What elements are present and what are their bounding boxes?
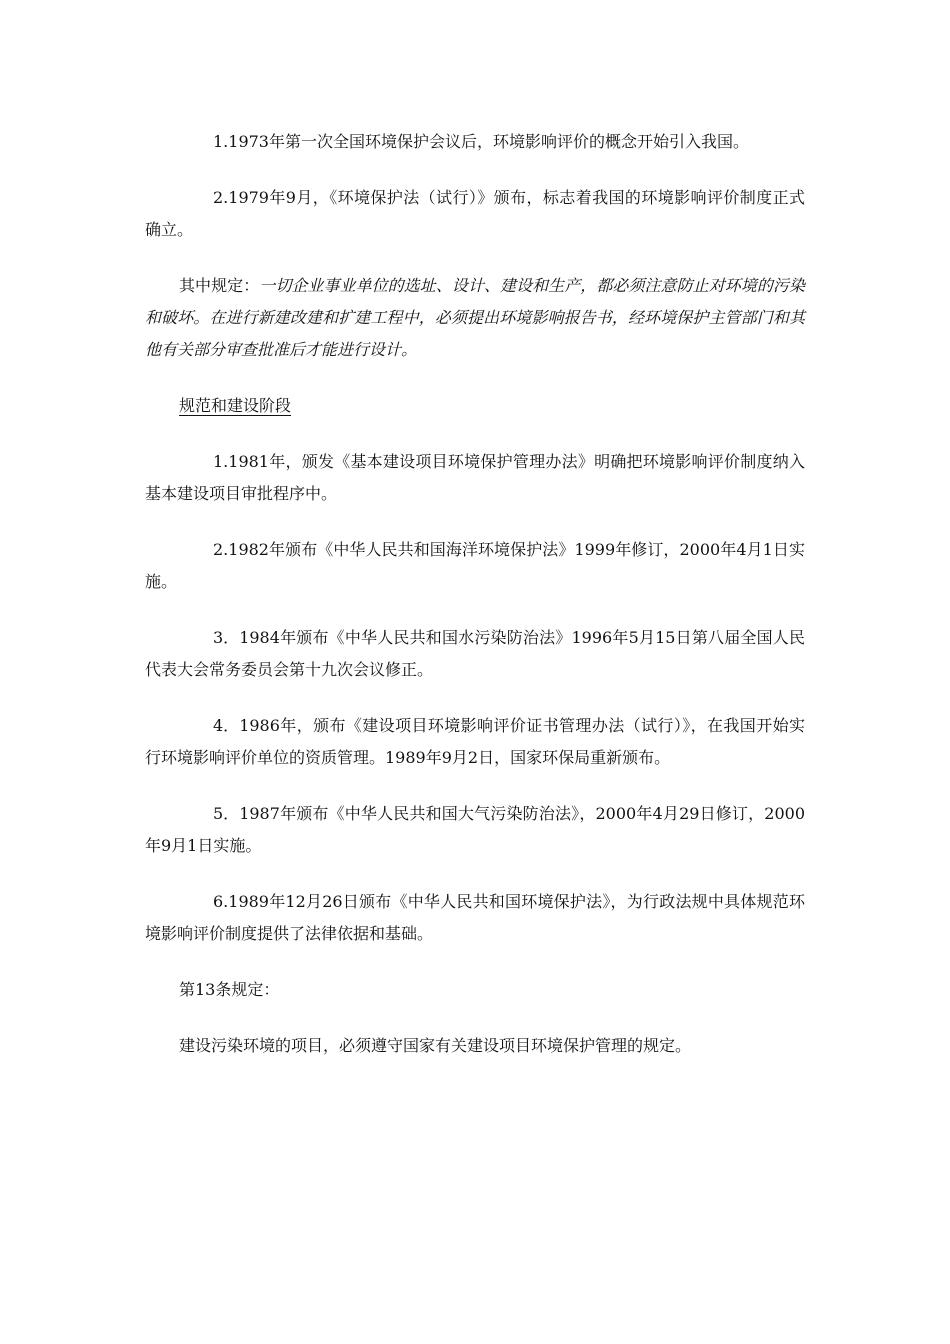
paragraph-4	[145, 534, 805, 598]
paragraph-number: 4．	[213, 716, 240, 735]
section-heading-text: 规范和建设阶段	[179, 396, 292, 415]
paragraph-text: 第13条规定：	[179, 980, 280, 999]
document-body	[145, 126, 805, 1086]
paragraph-text: 1984年颁布《中华人民共和国水污染防治法》1996年5月15日第八届全国人民代表大会常务委员会第十九次会议修正。	[145, 628, 805, 679]
paragraph-1	[145, 126, 805, 158]
paragraph-number: 2.	[213, 540, 229, 559]
paragraph-number: 1.	[213, 132, 229, 151]
paragraph-text: 建设污染环境的项目，必须遵守国家有关建设项目环境保护管理的规定。	[179, 1036, 692, 1055]
paragraph-8	[145, 886, 805, 950]
paragraph-text: 1989年12月26日颁布《中华人民共和国环境保护法》，为行政法规中具体规范环境影响评价制度提供了法律依据和基础。	[145, 892, 805, 943]
paragraph-2	[145, 182, 805, 246]
paragraph-text: 1981年，颁发《基本建设项目环境保护管理办法》明确把环境影响评价制度纳入基本建设项目审批程序中。	[145, 452, 805, 503]
paragraph-6	[145, 710, 805, 774]
regulation-lead: 其中规定：	[179, 276, 260, 295]
paragraph-number: 1.	[213, 452, 229, 471]
paragraph-number: 2.	[213, 188, 229, 207]
paragraph-text: 1973年第一次全国环境保护会议后，环境影响评价的概念开始引入我国。	[228, 132, 749, 151]
section-heading	[145, 390, 805, 422]
paragraph-number: 5．	[213, 804, 240, 823]
paragraph-regulation	[145, 270, 805, 366]
paragraph-article-13-content	[145, 1030, 805, 1062]
paragraph-article-13	[145, 974, 805, 1006]
paragraph-7	[145, 798, 805, 862]
regulation-quote: 一切企业事业单位的选址、设计、建设和生产，都必须注意防止对环境的污染和破坏。在进行新建改建和扩建工程中，必须提出环境影响报告书，经环境保护主管部门和其他有关部分审查批准后才能进行设计。	[145, 276, 805, 359]
paragraph-3	[145, 446, 805, 510]
paragraph-5	[145, 622, 805, 686]
paragraph-text: 1987年颁布《中华人民共和国大气污染防治法》，2000年4月29日修订，2000年9月1日实施。	[145, 804, 805, 855]
paragraph-number: 6.	[213, 892, 229, 911]
paragraph-number: 3．	[213, 628, 240, 647]
paragraph-text: 1982年颁布《中华人民共和国海洋环境保护法》1999年修订，2000年4月1日实施。	[145, 540, 805, 591]
paragraph-text: 1979年9月，《环境保护法（试行）》颁布，标志着我国的环境影响评价制度正式确立。	[145, 188, 805, 239]
paragraph-text: 1986年，颁布《建设项目环境影响评价证书管理办法（试行）》，在我国开始实行环境影响评价单位的资质管理。1989年9月2日，国家环保局重新颁布。	[145, 716, 805, 767]
